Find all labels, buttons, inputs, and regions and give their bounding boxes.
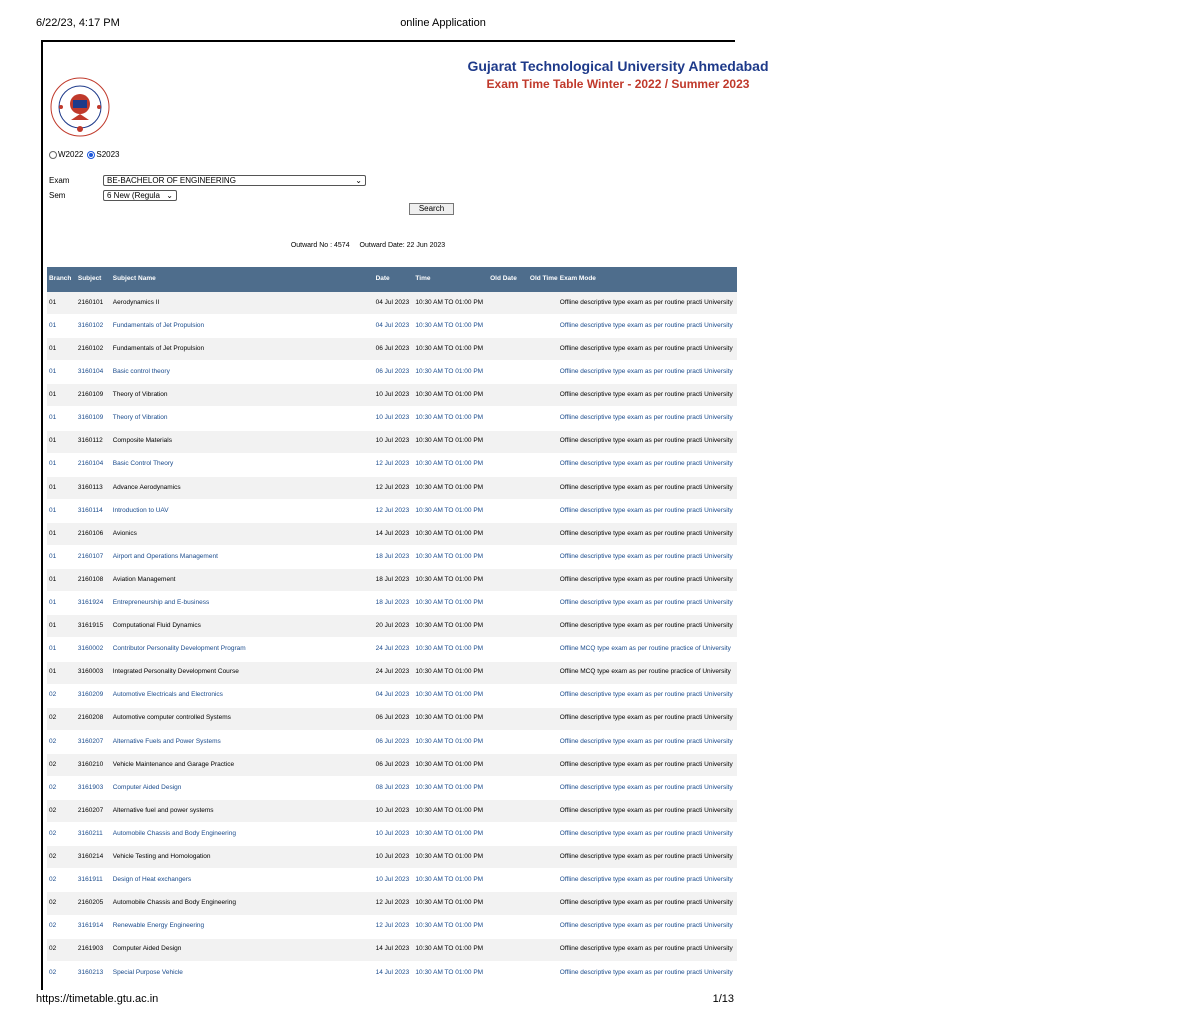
table-row[interactable] xyxy=(47,685,737,708)
sem-label: Sem xyxy=(49,191,66,200)
cell-exam-mode: Offline descriptive type exam as per routine practi University xyxy=(559,945,733,953)
print-page-number: 1/13 xyxy=(712,993,734,1005)
cell-subject-name: Aerodynamics II xyxy=(112,298,160,306)
cell-exam-mode[interactable]: Offline MCQ type exam as per routine practice of University xyxy=(559,645,731,653)
cell-branch: 01 xyxy=(49,391,57,399)
cell-time: 10:30 AM TO 01:00 PM xyxy=(415,529,484,537)
radio-w2022[interactable] xyxy=(49,150,83,159)
table-row[interactable] xyxy=(47,500,737,523)
cell-exam-mode[interactable]: Offline descriptive type exam as per routine practi University xyxy=(559,876,733,884)
cell-subject-name: Integrated Personality Development Course xyxy=(112,668,239,676)
cell-branch: 01 xyxy=(49,483,57,491)
outward-info xyxy=(43,242,693,249)
cell-exam-mode: Offline descriptive type exam as per routine practi University xyxy=(559,575,733,583)
table-row[interactable] xyxy=(47,592,737,615)
cell-exam-mode[interactable]: Offline descriptive type exam as per routine practi University xyxy=(559,922,733,930)
cell-time: 10:30 AM TO 01:00 PM xyxy=(415,298,484,306)
cell-date[interactable]: 24 Jul 2023 xyxy=(375,645,410,653)
cell-time: 10:30 AM TO 01:00 PM xyxy=(415,714,484,722)
cell-exam-mode: Offline descriptive type exam as per routine practi University xyxy=(559,622,733,630)
cell-date[interactable]: 14 Jul 2023 xyxy=(375,968,410,976)
cell-date[interactable]: 18 Jul 2023 xyxy=(375,599,410,607)
cell-subject-name: Automobile Chassis and Body Engineering xyxy=(112,899,236,907)
cell-time[interactable]: 10:30 AM TO 01:00 PM xyxy=(415,506,484,514)
table-row[interactable] xyxy=(47,777,737,800)
cell-time[interactable]: 10:30 AM TO 01:00 PM xyxy=(415,876,484,884)
chevron-down-icon: ⌄ xyxy=(166,191,173,200)
cell-branch: 02 xyxy=(49,806,57,814)
table-row xyxy=(47,292,737,315)
cell-time[interactable]: 10:30 AM TO 01:00 PM xyxy=(415,460,484,468)
cell-subject-name: Computer Aided Design xyxy=(112,945,182,953)
cell-exam-mode: Offline descriptive type exam as per routine practi University xyxy=(559,529,733,537)
timetable-subtitle: Exam Time Table Winter - 2022 / Summer 2023 xyxy=(486,77,750,91)
header-branch: Branch xyxy=(49,275,72,283)
table-row xyxy=(47,846,737,869)
cell-subject-code: 2161903 xyxy=(77,945,104,953)
chevron-down-icon: ⌄ xyxy=(355,176,362,185)
cell-subject-name: Composite Materials xyxy=(112,437,172,445)
cell-subject-name[interactable]: Contributor Personality Development Program xyxy=(112,645,246,653)
cell-exam-mode: Offline MCQ type exam as per routine practice of University xyxy=(559,668,731,676)
cell-subject-code[interactable]: 3161911 xyxy=(77,876,103,884)
cell-exam-mode[interactable]: Offline descriptive type exam as per routine practi University xyxy=(559,829,733,837)
cell-time[interactable]: 10:30 AM TO 01:00 PM xyxy=(415,783,484,791)
cell-branch[interactable]: 02 xyxy=(49,691,57,699)
cell-subject-code: 3161915 xyxy=(77,622,104,630)
cell-date: 04 Jul 2023 xyxy=(375,298,410,306)
header-time: Time xyxy=(415,275,431,283)
cell-exam-mode: Offline descriptive type exam as per routine practi University xyxy=(559,298,733,306)
cell-date: 24 Jul 2023 xyxy=(375,668,410,676)
cell-exam-mode[interactable]: Offline descriptive type exam as per routine practi University xyxy=(559,321,733,329)
table-row[interactable] xyxy=(47,361,737,384)
cell-time: 10:30 AM TO 01:00 PM xyxy=(415,437,484,445)
cell-subject-name: Theory of Vibration xyxy=(112,391,168,399)
cell-time: 10:30 AM TO 01:00 PM xyxy=(415,668,484,676)
cell-branch[interactable]: 02 xyxy=(49,876,57,884)
cell-date[interactable]: 18 Jul 2023 xyxy=(375,552,410,560)
cell-branch[interactable]: 02 xyxy=(49,829,57,837)
cell-subject-code: 2160108 xyxy=(77,575,104,583)
cell-subject-code[interactable]: 3160109 xyxy=(77,414,104,422)
cell-exam-mode[interactable]: Offline descriptive type exam as per routine practi University xyxy=(559,691,733,699)
cell-subject-name[interactable]: Automotive Electricals and Electronics xyxy=(112,691,223,699)
cell-branch: 01 xyxy=(49,529,57,537)
cell-subject-name: Aviation Management xyxy=(112,575,176,583)
cell-time: 10:30 AM TO 01:00 PM xyxy=(415,575,484,583)
cell-time: 10:30 AM TO 01:00 PM xyxy=(415,945,484,953)
cell-subject-code[interactable]: 2160107 xyxy=(77,552,104,560)
table-row[interactable] xyxy=(47,407,737,430)
cell-branch[interactable]: 01 xyxy=(49,599,57,607)
cell-date: 06 Jul 2023 xyxy=(375,714,410,722)
header-old-time: Old Time xyxy=(529,275,558,283)
cell-subject-code[interactable]: 3160002 xyxy=(77,645,104,653)
radio-s2023-label: S2023 xyxy=(96,150,120,159)
cell-branch: 01 xyxy=(49,437,57,445)
cell-subject-code[interactable]: 3160209 xyxy=(77,691,104,699)
cell-subject-code: 2160102 xyxy=(77,344,104,352)
table-row xyxy=(47,615,737,638)
cell-time[interactable]: 10:30 AM TO 01:00 PM xyxy=(415,552,484,560)
radio-s2023-dot[interactable] xyxy=(87,151,95,159)
table-row[interactable] xyxy=(47,731,737,754)
cell-date: 10 Jul 2023 xyxy=(375,806,410,814)
cell-time[interactable]: 10:30 AM TO 01:00 PM xyxy=(415,922,484,930)
cell-exam-mode[interactable]: Offline descriptive type exam as per routine practi University xyxy=(559,368,733,376)
cell-subject-name[interactable]: Entrepreneurship and E-business xyxy=(112,599,210,607)
cell-time[interactable]: 10:30 AM TO 01:00 PM xyxy=(415,368,484,376)
table-row xyxy=(47,892,737,915)
cell-branch[interactable]: 01 xyxy=(49,368,57,376)
cell-time: 10:30 AM TO 01:00 PM xyxy=(415,344,484,352)
session-radio-group xyxy=(49,150,120,159)
cell-date: 12 Jul 2023 xyxy=(375,899,410,907)
header-exam-mode: Exam Mode xyxy=(559,275,596,283)
cell-exam-mode: Offline descriptive type exam as per routine practi University xyxy=(559,853,733,861)
outward-no: Outward No : 4574 xyxy=(290,242,350,249)
cell-date: 10 Jul 2023 xyxy=(375,437,410,445)
sem-select[interactable] xyxy=(103,190,177,201)
exam-select-value: BE-BACHELOR OF ENGINEERING xyxy=(107,176,236,185)
cell-branch: 02 xyxy=(49,853,57,861)
cell-time[interactable]: 10:30 AM TO 01:00 PM xyxy=(415,829,484,837)
cell-date[interactable]: 12 Jul 2023 xyxy=(375,460,410,468)
cell-subject-name[interactable]: Basic control theory xyxy=(112,368,170,376)
cell-exam-mode[interactable]: Offline descriptive type exam as per routine practi University xyxy=(559,414,733,422)
cell-branch: 01 xyxy=(49,622,57,630)
cell-time: 10:30 AM TO 01:00 PM xyxy=(415,806,484,814)
cell-subject-code: 2160106 xyxy=(77,529,104,537)
sem-select-value: 6 New (Regula xyxy=(107,191,160,200)
cell-exam-mode[interactable]: Offline descriptive type exam as per routine practi University xyxy=(559,460,733,468)
cell-subject-name: Vehicle Maintenance and Garage Practice xyxy=(112,760,235,768)
cell-subject-name[interactable]: Renewable Energy Engineering xyxy=(112,922,205,930)
table-header xyxy=(47,267,737,292)
cell-time: 10:30 AM TO 01:00 PM xyxy=(415,899,484,907)
cell-date[interactable]: 04 Jul 2023 xyxy=(375,321,410,329)
table-row xyxy=(47,523,737,546)
print-title: online Application xyxy=(400,17,486,29)
table-row[interactable] xyxy=(47,315,737,338)
cell-subject-name[interactable]: Basic Control Theory xyxy=(112,460,174,468)
cell-subject-code: 3160003 xyxy=(77,668,104,676)
cell-subject-name[interactable]: Fundamentals of Jet Propulsion xyxy=(112,321,205,329)
table-row xyxy=(47,754,737,777)
cell-subject-name: Avionics xyxy=(112,529,137,537)
cell-time: 10:30 AM TO 01:00 PM xyxy=(415,760,484,768)
table-row xyxy=(47,477,737,500)
cell-date: 12 Jul 2023 xyxy=(375,483,410,491)
radio-w2022-label: W2022 xyxy=(58,150,84,159)
table-row xyxy=(47,800,737,823)
cell-subject-code[interactable]: 2160104 xyxy=(77,460,104,468)
cell-branch[interactable]: 01 xyxy=(49,321,57,329)
table-row xyxy=(47,338,737,361)
cell-subject-code: 2160207 xyxy=(77,806,104,814)
cell-time: 10:30 AM TO 01:00 PM xyxy=(415,853,484,861)
outward-date: Outward Date: 22 Jun 2023 xyxy=(359,242,446,249)
cell-branch: 02 xyxy=(49,945,57,953)
table-row xyxy=(47,431,737,454)
cell-exam-mode: Offline descriptive type exam as per routine practi University xyxy=(559,344,733,352)
cell-time[interactable]: 10:30 AM TO 01:00 PM xyxy=(415,645,484,653)
cell-subject-code: 3160112 xyxy=(77,437,103,445)
table-row[interactable] xyxy=(47,916,737,939)
cell-branch: 02 xyxy=(49,760,57,768)
table-row xyxy=(47,569,737,592)
cell-time[interactable]: 10:30 AM TO 01:00 PM xyxy=(415,737,484,745)
search-button[interactable]: Search xyxy=(409,203,454,215)
cell-exam-mode: Offline descriptive type exam as per routine practi University xyxy=(559,391,733,399)
cell-subject-name[interactable]: Introduction to UAV xyxy=(112,506,169,514)
cell-branch: 01 xyxy=(49,668,57,676)
cell-subject-code[interactable]: 3160207 xyxy=(77,737,104,745)
cell-date: 18 Jul 2023 xyxy=(375,575,410,583)
exam-label: Exam xyxy=(49,176,70,185)
cell-date: 06 Jul 2023 xyxy=(375,344,410,352)
table-row[interactable] xyxy=(47,823,737,846)
cell-branch: 01 xyxy=(49,298,57,306)
header-subject-name: Subject Name xyxy=(112,275,156,283)
cell-exam-mode: Offline descriptive type exam as per routine practi University xyxy=(559,437,733,445)
cell-subject-code: 2160109 xyxy=(77,391,104,399)
cell-date[interactable]: 06 Jul 2023 xyxy=(375,737,410,745)
cell-exam-mode: Offline descriptive type exam as per routine practi University xyxy=(559,714,733,722)
cell-exam-mode[interactable]: Offline descriptive type exam as per routine practi University xyxy=(559,599,733,607)
table-row xyxy=(47,708,737,731)
cell-date[interactable]: 12 Jul 2023 xyxy=(375,922,410,930)
cell-exam-mode: Offline descriptive type exam as per routine practi University xyxy=(559,483,733,491)
cell-subject-code[interactable]: 3161924 xyxy=(77,599,104,607)
cell-subject-code: 3160210 xyxy=(77,760,104,768)
cell-subject-name[interactable]: Alternative Fuels and Power Systems xyxy=(112,737,221,745)
header-old-date: Old Date xyxy=(490,275,517,283)
cell-subject-code: 3160113 xyxy=(77,483,103,491)
cell-exam-mode: Offline descriptive type exam as per routine practi University xyxy=(559,899,733,907)
table-row[interactable] xyxy=(47,962,737,985)
print-datetime: 6/22/23, 4:17 PM xyxy=(36,17,120,29)
cell-exam-mode: Offline descriptive type exam as per routine practi University xyxy=(559,806,733,814)
cell-subject-name[interactable]: Theory of Vibration xyxy=(112,414,168,422)
cell-date: 14 Jul 2023 xyxy=(375,529,410,537)
cell-date: 14 Jul 2023 xyxy=(375,945,410,953)
print-header xyxy=(0,17,768,31)
cell-time: 10:30 AM TO 01:00 PM xyxy=(415,391,484,399)
cell-date[interactable]: 08 Jul 2023 xyxy=(375,783,410,791)
cell-branch[interactable]: 02 xyxy=(49,737,57,745)
cell-date: 06 Jul 2023 xyxy=(375,760,410,768)
header-subject: Subject xyxy=(77,275,102,283)
cell-subject-code[interactable]: 3160213 xyxy=(77,968,104,976)
cell-subject-code[interactable]: 3160211 xyxy=(77,829,103,837)
cell-time: 10:30 AM TO 01:00 PM xyxy=(415,483,484,491)
cell-branch: 01 xyxy=(49,575,57,583)
cell-exam-mode: Offline descriptive type exam as per routine practi University xyxy=(559,760,733,768)
cell-branch[interactable]: 01 xyxy=(49,552,57,560)
cell-branch[interactable]: 01 xyxy=(49,414,57,422)
cell-subject-name[interactable]: Airport and Operations Management xyxy=(112,552,218,560)
cell-subject-code: 2160101 xyxy=(77,298,104,306)
cell-date: 20 Jul 2023 xyxy=(375,622,410,630)
cell-exam-mode[interactable]: Offline descriptive type exam as per routine practi University xyxy=(559,506,733,514)
cell-date[interactable]: 10 Jul 2023 xyxy=(375,414,410,422)
cell-subject-code: 2160208 xyxy=(77,714,104,722)
university-title: Gujarat Technological University Ahmedabad xyxy=(467,58,769,74)
table-row xyxy=(47,662,737,685)
cell-time[interactable]: 10:30 AM TO 01:00 PM xyxy=(415,691,484,699)
cell-subject-code: 2160205 xyxy=(77,899,104,907)
cell-branch[interactable]: 02 xyxy=(49,922,57,930)
cell-branch[interactable]: 01 xyxy=(49,460,57,468)
radio-s2023[interactable] xyxy=(87,150,119,159)
cell-exam-mode[interactable]: Offline descriptive type exam as per routine practi University xyxy=(559,968,733,976)
cell-date[interactable]: 10 Jul 2023 xyxy=(375,829,410,837)
cell-date[interactable]: 12 Jul 2023 xyxy=(375,506,410,514)
cell-subject-name[interactable]: Special Purpose Vehicle xyxy=(112,968,183,976)
cell-subject-name: Automotive computer controlled Systems xyxy=(112,714,231,722)
cell-subject-code[interactable]: 3160114 xyxy=(77,506,103,514)
cell-branch: 02 xyxy=(49,899,57,907)
cell-subject-code[interactable]: 3160104 xyxy=(77,368,104,376)
cell-time[interactable]: 10:30 AM TO 01:00 PM xyxy=(415,599,484,607)
cell-subject-name: Vehicle Testing and Homologation xyxy=(112,853,211,861)
cell-exam-mode[interactable]: Offline descriptive type exam as per routine practi University xyxy=(559,737,733,745)
table-row[interactable] xyxy=(47,869,737,892)
radio-w2022-dot[interactable] xyxy=(49,151,57,159)
table-row xyxy=(47,384,737,407)
cell-time[interactable]: 10:30 AM TO 01:00 PM xyxy=(415,321,484,329)
table-row[interactable] xyxy=(47,546,737,569)
cell-branch[interactable]: 01 xyxy=(49,645,57,653)
cell-subject-name[interactable]: Computer Aided Design xyxy=(112,783,182,791)
cell-time[interactable]: 10:30 AM TO 01:00 PM xyxy=(415,968,484,976)
table-body xyxy=(47,292,737,985)
cell-exam-mode[interactable]: Offline descriptive type exam as per routine practi University xyxy=(559,783,733,791)
cell-subject-name[interactable]: Design of Heat exchangers xyxy=(112,876,192,884)
timetable xyxy=(47,267,737,985)
table-row xyxy=(47,939,737,962)
cell-date[interactable]: 10 Jul 2023 xyxy=(375,876,410,884)
exam-select[interactable] xyxy=(103,175,366,186)
table-row[interactable] xyxy=(47,454,737,477)
cell-branch[interactable]: 01 xyxy=(49,506,57,514)
cell-branch[interactable]: 02 xyxy=(49,968,57,976)
print-url: https://timetable.gtu.ac.in xyxy=(36,993,159,1005)
cell-date: 10 Jul 2023 xyxy=(375,391,410,399)
cell-branch: 02 xyxy=(49,714,57,722)
cell-date[interactable]: 06 Jul 2023 xyxy=(375,368,410,376)
cell-subject-code[interactable]: 3161914 xyxy=(77,922,104,930)
cell-exam-mode[interactable]: Offline descriptive type exam as per routine practi University xyxy=(559,552,733,560)
cell-subject-code: 3160214 xyxy=(77,853,104,861)
cell-subject-name: Alternative fuel and power systems xyxy=(112,806,214,814)
cell-subject-code[interactable]: 3161903 xyxy=(77,783,104,791)
cell-branch: 01 xyxy=(49,344,57,352)
cell-subject-name[interactable]: Automobile Chassis and Body Engineering xyxy=(112,829,236,837)
cell-subject-code[interactable]: 3160102 xyxy=(77,321,104,329)
header-date: Date xyxy=(375,275,390,283)
table-row[interactable] xyxy=(47,638,737,661)
page-frame xyxy=(41,40,769,990)
cell-subject-name: Computational Fluid Dynamics xyxy=(112,622,201,630)
cell-date[interactable]: 04 Jul 2023 xyxy=(375,691,410,699)
cell-subject-name: Fundamentals of Jet Propulsion xyxy=(112,344,205,352)
cell-branch[interactable]: 02 xyxy=(49,783,57,791)
cell-subject-name: Advance Aerodynamics xyxy=(112,483,181,491)
cell-time: 10:30 AM TO 01:00 PM xyxy=(415,622,484,630)
cell-time[interactable]: 10:30 AM TO 01:00 PM xyxy=(415,414,484,422)
cell-date: 10 Jul 2023 xyxy=(375,853,410,861)
